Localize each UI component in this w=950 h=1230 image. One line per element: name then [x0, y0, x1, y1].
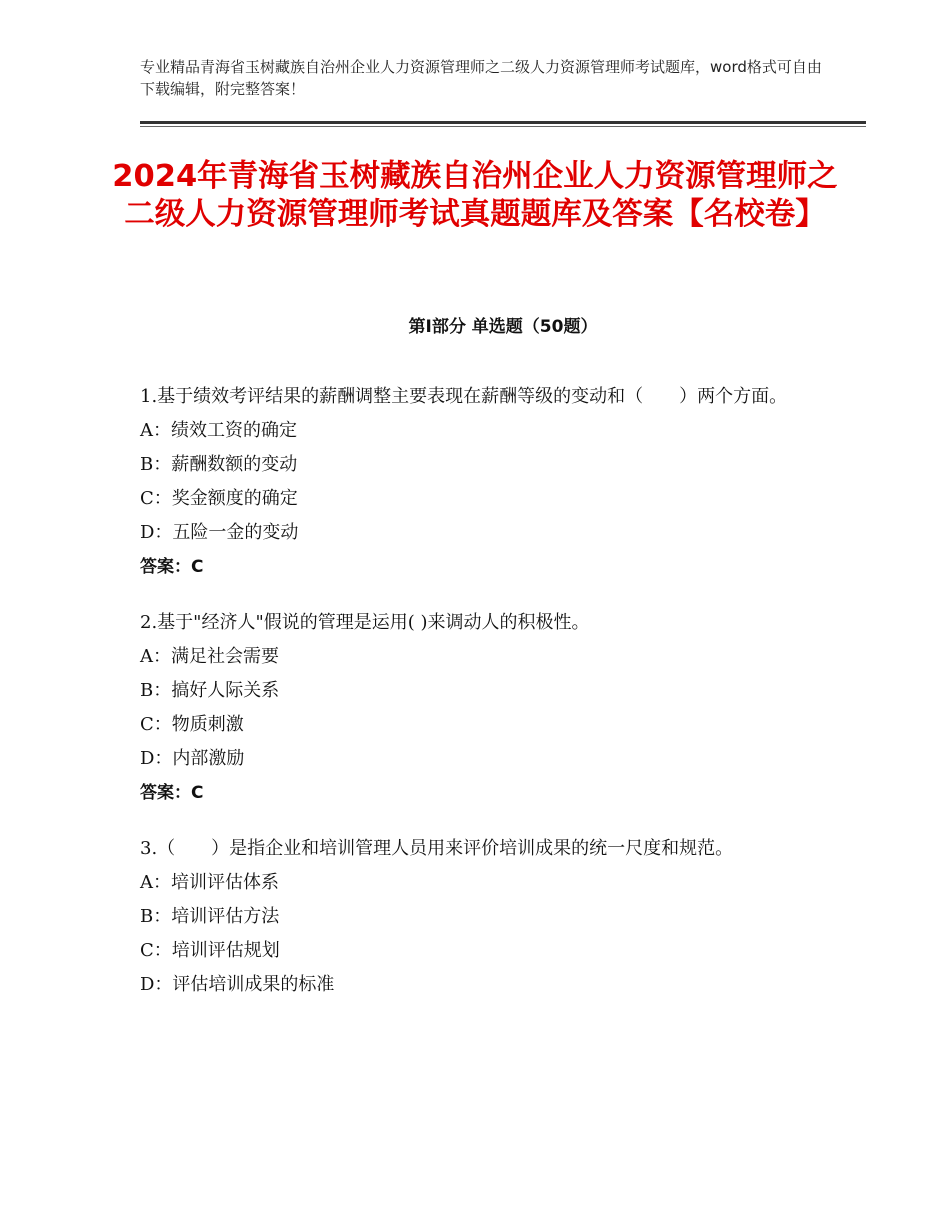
- question-2: [140, 606, 820, 810]
- question-stem: 3.（ ）是指企业和培训管理人员用来评价培训成果的统一尺度和规范。: [140, 838, 734, 859]
- answer: 答案：C: [140, 783, 204, 803]
- question-list: [140, 380, 820, 1024]
- question-1: [140, 380, 820, 584]
- answer: 答案：C: [140, 557, 204, 577]
- header-note: 专业精品青海省玉树藏族自治州企业人力资源管理师之二级人力资源管理师考试题库，word格式可自由下载编辑，附完整答案！: [140, 58, 822, 98]
- question-stem: 2.基于"经济人"假说的管理是运用( )来调动人的积极性。: [140, 612, 590, 633]
- option-c: C：培训评估规划: [140, 940, 280, 961]
- option-c: C：物质刺激: [140, 714, 244, 735]
- option-d: D：五险一金的变动: [140, 522, 299, 543]
- option-d: D：评估培训成果的标准: [140, 974, 335, 995]
- section-title: 第Ⅰ部分 单选题（50题）: [408, 317, 598, 337]
- option-a: A：绩效工资的确定: [140, 420, 297, 441]
- header-divider-thick: [140, 121, 866, 124]
- header-divider-thin: [140, 126, 866, 127]
- option-d: D：内部激励: [140, 748, 245, 769]
- option-b: B：搞好人际关系: [140, 680, 280, 701]
- option-a: A：培训评估体系: [140, 872, 279, 893]
- document-title: 2024年青海省玉树藏族自治州企业人力资源管理师之二级人力资源管理师考试真题题库及答案【名校卷】: [112, 159, 838, 232]
- option-b: B：薪酬数额的变动: [140, 454, 298, 475]
- question-stem: 1.基于绩效考评结果的薪酬调整主要表现在薪酬等级的变动和（ ）两个方面。: [140, 386, 788, 407]
- question-3: [140, 832, 820, 1002]
- option-c: C：奖金额度的确定: [140, 488, 298, 509]
- option-b: B：培训评估方法: [140, 906, 280, 927]
- option-a: A：满足社会需要: [140, 646, 279, 667]
